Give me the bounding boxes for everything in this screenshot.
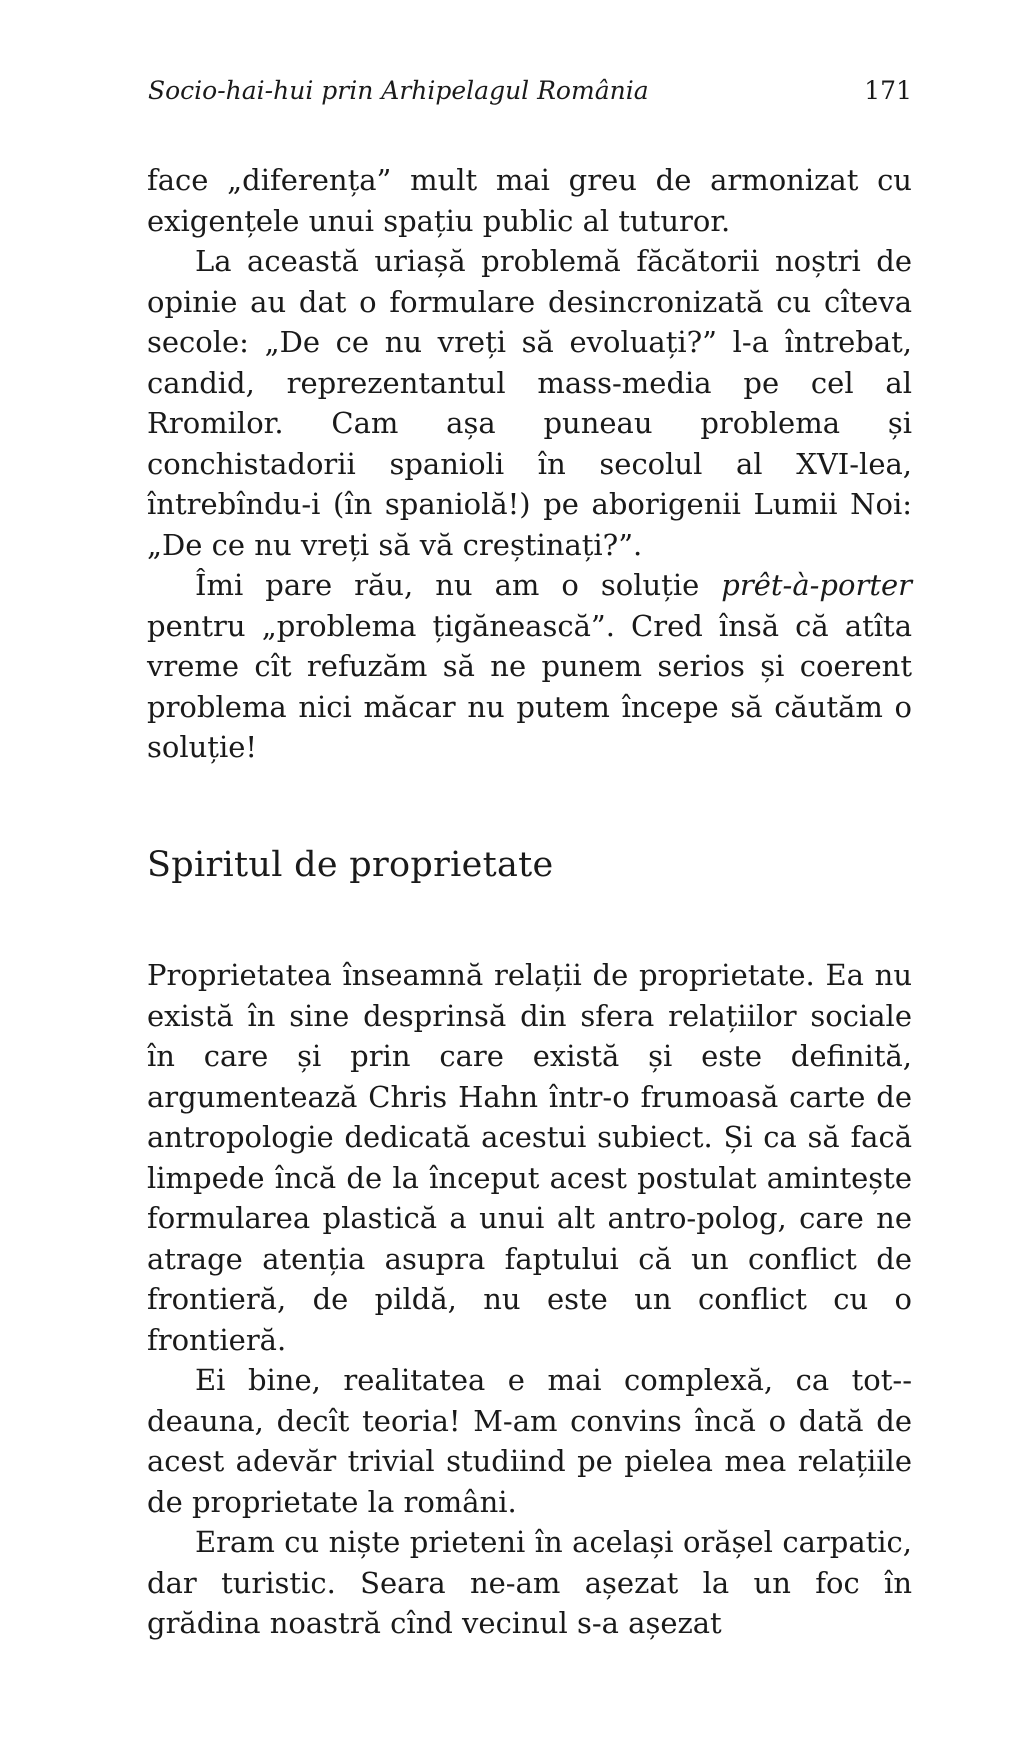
paragraph-continuation: face „diferența” mult mai greu de armonizat cu exigențele unui spațiu public al tuturor. (147, 163, 912, 238)
paragraph-solution-start: Îmi pare rău, nu am o soluție (195, 568, 722, 602)
paragraph-solution-end: pentru „problema țigănească”. Cred însă că atîta vreme cît refuzăm să ne punem serios și coerent problema nici măcar nu putem începe să căutăm o soluție! (147, 608, 912, 764)
paragraph-opinion-makers: La această uriașă problemă făcătorii noștri de opinie au dat o formulare desincronizată cu cîteva secole: „De ce nu vreți să evoluați?” l-a întrebat, candid, reprezentantul mass-media pe cel al Rromilor. Cam așa puneau problema și conchistadorii spanioli în secolul al XVI-lea, întrebîndu-i (în spaniolă!) pe aborigenii Lumii Noi: „De ce nu vreți să vă creștinați?”. (147, 244, 912, 562)
italic-term: prêt-à-porter (721, 568, 912, 602)
paragraph-neighbor: Eram cu niște prieteni în același orășel carpatic, dar turistic. Seara ne-am așezat la un foc în grădina noastră cînd vecinul s-a așezat (147, 1525, 912, 1640)
paragraph-reality: Ei bine, realitatea e mai complexă, ca tot-deauna, decît teoria! M-am convins încă o dată de acest adevăr trivial studiind pe pielea mea relațiile de proprietate la români. (147, 1363, 912, 1519)
running-title: Socio-hai-hui prin Arhipelagul România (148, 76, 649, 105)
top-text-block (147, 160, 912, 768)
page-number: 171 (864, 76, 912, 105)
running-header (148, 76, 912, 116)
paragraph-solution (147, 565, 912, 768)
section-heading: Spiritul de proprietate (147, 845, 554, 885)
section-text-block (147, 955, 912, 1644)
paragraph-property-relations: Proprietatea înseamnă relații de proprietate. Ea nu există în sine desprinsă din sfera relațiilor sociale în care și prin care există și este definită, argumentează Chris Hahn într-o frumoasă carte de antropologie dedicată acestui subiect. Și ca să facă limpede încă de la început acest postulat amintește formularea plastică a unui alt antro-polog, care ne atrage atenția asupra faptului că un conflict de frontieră, de pildă, nu este un conflict cu o frontieră. (147, 958, 912, 1357)
